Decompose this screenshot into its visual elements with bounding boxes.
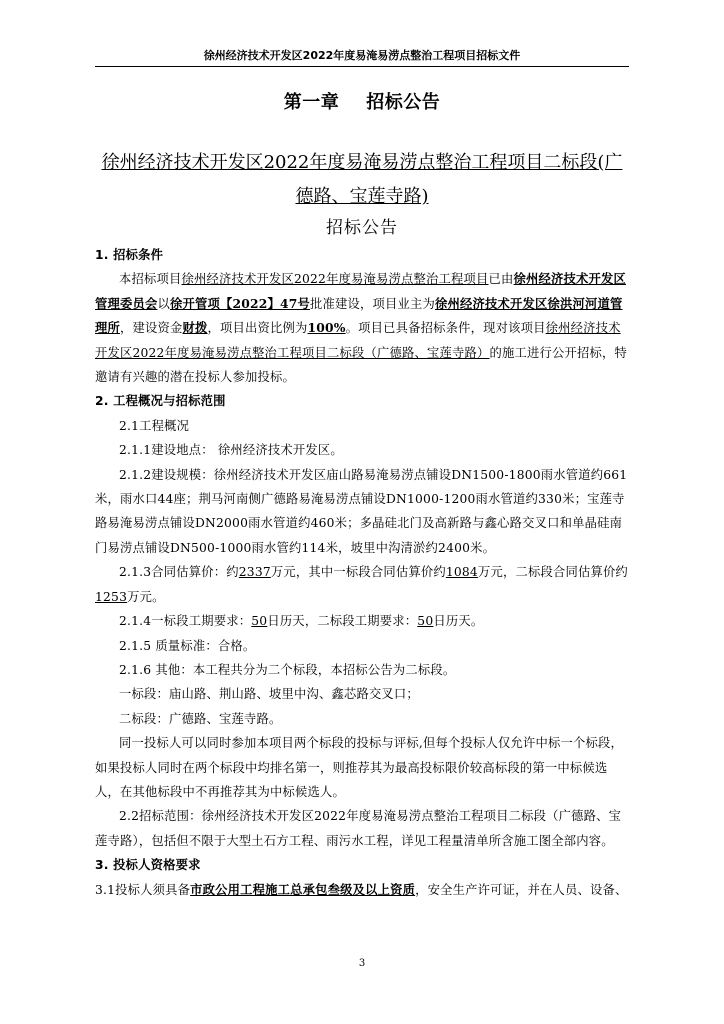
clause-2-1-6: 2.1.6 其他：本工程共分为二个标段，本招标公告为二标段。 bbox=[119, 662, 456, 677]
lot2-duration: 50 bbox=[417, 614, 434, 629]
clause-2-1-5: 2.1.5 质量标准：合格。 bbox=[119, 638, 256, 653]
clause-2-1: 2.1工程概况 bbox=[119, 418, 190, 433]
funding-ratio: 100% bbox=[307, 320, 346, 336]
text-run: 3.1投标人须具备 bbox=[95, 882, 191, 897]
approval-number: 徐开管项【2022】47号 bbox=[170, 295, 311, 311]
lot-name: 徐州经济技术开发区2022年度易淹易涝点整治工程项目二标段（广德路、宝莲寺路） bbox=[95, 321, 621, 360]
section-3-heading: 3. 投标人资格要求 bbox=[95, 858, 201, 873]
project-title-text: 徐州经济技术开发区2022年度易淹易涝点整治工程项目二标段(广德路、宝莲寺路) bbox=[101, 152, 623, 207]
project-title bbox=[95, 146, 629, 214]
text-run: 万元，二标段合同估算价约 bbox=[477, 565, 628, 580]
running-header: 徐州经济技术开发区2022年度易淹易涝点整治工程项目招标文件 bbox=[95, 46, 629, 67]
text-run: 2.1.4一标段工期要求： bbox=[119, 614, 252, 629]
clause-2-1-1: 2.1.1建设地点： 徐州经济技术开发区。 bbox=[119, 443, 343, 458]
text-run: 批准建设，项目业主为 bbox=[310, 296, 435, 311]
clause-2-1-4 bbox=[95, 609, 629, 633]
clause-2-1-2: 2.1.2建设规模：徐州经济技术开发区庙山路易淹易涝点铺设DN1500-1800雨水管道约661米，雨水口44座；荆马河南侧广德路易淹易涝点铺设DN1000-1200雨水管道约330米；宝莲寺路易淹易涝点铺设DN2000雨水管道约460米；多晶硅北门及高新路与鑫心路交叉口和单晶硅南门易涝点铺设DN500-1000雨水管约114米，坡里中沟清淤约2400米。 bbox=[95, 467, 628, 555]
text-run: 日历天，二标段工期要求： bbox=[267, 614, 418, 629]
text-run: 2.1.3合同估算价：约 bbox=[119, 565, 239, 580]
project-name: 徐州经济技术开发区2022年度易淹易涝点整治工程项目 bbox=[181, 272, 489, 287]
section-1-paragraph bbox=[95, 267, 629, 389]
text-run: 万元，其中一标段合同估算价约 bbox=[270, 565, 446, 580]
clause-2-2: 2.2招标范围：徐州经济技术开发区2022年度易淹易涝点整治工程项目二标段（广德路、宝莲寺路），包括但不限于大型土石方工程、雨污水工程，详见工程量清单所含施工图全部内容。 bbox=[95, 809, 622, 848]
text-run: 万元。 bbox=[127, 589, 165, 604]
section-1-heading: 1. 招标条件 bbox=[95, 248, 164, 262]
notice-title: 招标公告 bbox=[326, 218, 398, 238]
total-estimate: 2337 bbox=[238, 565, 271, 580]
section-2-heading: 2. 工程概况与招标范围 bbox=[95, 394, 226, 409]
page-number: 3 bbox=[358, 958, 366, 969]
clause-3-1 bbox=[95, 878, 629, 902]
chapter-title: 第一章 招标公告 bbox=[283, 92, 441, 113]
project-owner: 徐州经济技术开发区徐洪河河道管理所 bbox=[95, 295, 623, 336]
award-rule: 同一投标人可以同时参加本项目两个标段的投标与评标,但每个投标人仅允许中标一个标段，如果投标人同时在两个标段中均排名第一，则推荐其为最高投标限价较高标段的第一中标候选人，在其他标段中不再推荐其为中标候选人。 bbox=[95, 736, 623, 799]
text-run: 以 bbox=[157, 296, 170, 311]
qualification-requirement: 市政公用工程施工总承包叁级及以上资质 bbox=[190, 881, 416, 897]
text-run: 已由 bbox=[488, 272, 514, 287]
lot1-estimate: 1084 bbox=[445, 565, 478, 580]
document-body bbox=[95, 243, 629, 902]
text-run: 本招标项目 bbox=[119, 272, 182, 287]
funding-source: 财拨 bbox=[182, 320, 208, 336]
text-run: ，项目出资比例为 bbox=[207, 321, 308, 336]
text-run: ，建设资金 bbox=[120, 321, 183, 336]
lot2-estimate: 1253 bbox=[95, 589, 128, 604]
approval-authority: 徐州经济技术开发区管理委员会 bbox=[95, 271, 627, 311]
text-run: 的施工进行公开招标，特邀请有兴趣的潜在投标人参加投标。 bbox=[95, 345, 627, 385]
text-run: ，安全生产许可证，并在人员、设备、 bbox=[415, 882, 628, 897]
lot1-scope: 一标段：庙山路、荆山路、坡里中沟、鑫芯路交叉口； bbox=[119, 687, 419, 702]
clause-2-1-3 bbox=[95, 560, 629, 609]
text-run: 。项目已具备招标条件，现对该项目 bbox=[345, 321, 546, 336]
text-run: 日历天。 bbox=[433, 614, 484, 629]
lot2-scope: 二标段：广德路、宝莲寺路。 bbox=[119, 711, 282, 726]
lot1-duration: 50 bbox=[251, 614, 268, 629]
